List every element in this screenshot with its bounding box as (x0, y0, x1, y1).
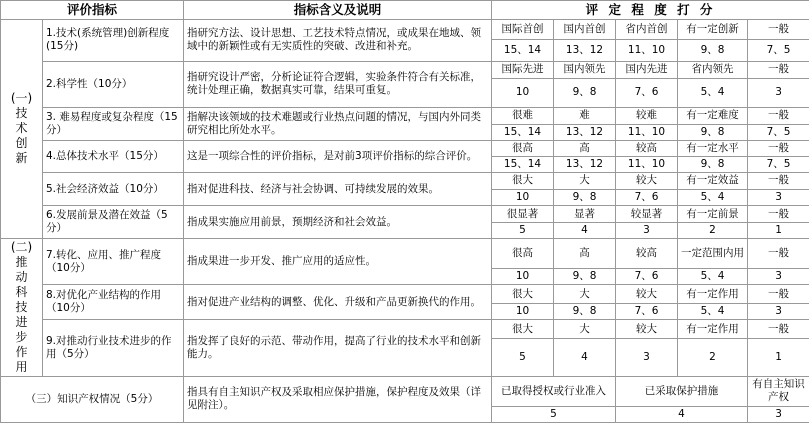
score-cell: 3 (748, 304, 809, 320)
header-scoring: 评 定 程 度 打 分 (492, 1, 809, 20)
score-cell: 3 (616, 339, 678, 377)
indicator-name: 2.科学性（10分） (43, 61, 184, 107)
level-cell: 大 (554, 320, 616, 339)
score-cell: 9、8 (554, 304, 616, 320)
table-row (1, 320, 809, 339)
score-cell: 9、8 (554, 269, 616, 285)
indicator-name: 1.技术(系统管理)创新程度(15分) (43, 19, 184, 61)
indicator-description: 指解决该领域的技术难题或行业热点问题的情况，与国内外同类研究相比所处水平。 (184, 107, 492, 140)
level-cell: 很大 (492, 320, 554, 339)
category-name: 推动科技进步作用 (15, 255, 29, 375)
level-cell: 较显著 (616, 206, 678, 223)
indicator-description: 指对促进科技、经济与社会协调、可持续发展的效果。 (184, 173, 492, 206)
score-cell: 4 (554, 223, 616, 239)
score-cell: 3 (748, 78, 809, 107)
level-cell: 国内领先 (554, 61, 616, 78)
level-cell: 很难 (492, 107, 554, 124)
level-cell: 较高 (616, 239, 678, 269)
score-cell: 10 (492, 78, 554, 107)
header-indicator: 评价指标 (1, 1, 184, 20)
level-cell: 较高 (616, 140, 678, 156)
score-cell: 2 (678, 339, 748, 377)
score-cell: 2 (678, 223, 748, 239)
table-row (1, 107, 809, 124)
level-cell: 有一定作用 (678, 320, 748, 339)
level-cell: 有自主知识产权 (748, 377, 809, 406)
level-cell: 很大 (492, 285, 554, 304)
score-cell: 11、10 (616, 156, 678, 172)
level-cell: 大 (554, 173, 616, 190)
level-cell: 一般 (748, 320, 809, 339)
score-cell: 11、10 (616, 124, 678, 140)
level-cell: 已取得授权或行业准入 (492, 377, 616, 406)
score-cell: 10 (492, 190, 554, 206)
level-cell: 省内首创 (616, 19, 678, 39)
indicator-name: 5.社会经济效益（10分） (43, 173, 184, 206)
table-body (1, 1, 809, 423)
score-cell: 3 (616, 223, 678, 239)
indicator-name: 9.对推动行业技术进步的作用（5分） (43, 320, 184, 377)
level-cell: 一定范围内用 (678, 239, 748, 269)
level-cell: 一般 (748, 206, 809, 223)
level-cell: 有一定前景 (678, 206, 748, 223)
level-cell: 一般 (748, 285, 809, 304)
score-cell: 13、12 (554, 39, 616, 61)
table-row (1, 206, 809, 223)
table-row (1, 19, 809, 39)
score-cell: 5 (492, 339, 554, 377)
score-cell: 7、6 (616, 304, 678, 320)
score-cell: 9、8 (678, 39, 748, 61)
category-promotion (1, 239, 43, 377)
indicator-description: 指发挥了良好的示范、带动作用，提高了行业的技术水平和创新能力。 (184, 320, 492, 377)
table-row (1, 285, 809, 304)
indicator-description: 这是一项综合性的评价指标，是对前3项评价指标的综合评价。 (184, 140, 492, 172)
level-cell: 较大 (616, 285, 678, 304)
score-cell: 3 (748, 190, 809, 206)
level-cell: 大 (554, 285, 616, 304)
header-row (1, 1, 809, 20)
score-cell: 3 (748, 269, 809, 285)
level-cell: 很高 (492, 239, 554, 269)
indicator-name: 7.转化、应用、推广程度（10分） (43, 239, 184, 285)
level-cell: 已采取保护措施 (616, 377, 748, 406)
header-meaning: 指标含义及说明 (184, 1, 492, 20)
table-row (1, 239, 809, 269)
score-cell: 7、6 (616, 78, 678, 107)
indicator-name: 6.发展前景及潜在效益（5分） (43, 206, 184, 239)
score-cell: 9、8 (554, 78, 616, 107)
level-cell: 较难 (616, 107, 678, 124)
score-cell: 15、14 (492, 156, 554, 172)
level-cell: 难 (554, 107, 616, 124)
level-cell: 有一定创新 (678, 19, 748, 39)
level-cell: 有一定难度 (678, 107, 748, 124)
score-cell: 5 (492, 223, 554, 239)
level-cell: 很显著 (492, 206, 554, 223)
level-cell: 很高 (492, 140, 554, 156)
level-cell: 省内领先 (678, 61, 748, 78)
indicator-description: 指对促进产业结构的调整、优化、升级和产品更新换代的作用。 (184, 285, 492, 320)
indicator-description: 指成果进一步开发、推广应用的适应性。 (184, 239, 492, 285)
score-cell: 5、4 (678, 78, 748, 107)
table-row (1, 61, 809, 78)
level-cell: 一般 (748, 239, 809, 269)
level-cell: 国内首创 (554, 19, 616, 39)
level-cell: 国际先进 (492, 61, 554, 78)
category-innovation (1, 19, 43, 239)
score-cell: 5、4 (678, 190, 748, 206)
score-cell: 5、4 (678, 269, 748, 285)
level-cell: 高 (554, 239, 616, 269)
score-cell: 3 (748, 406, 809, 422)
score-cell: 4 (616, 406, 748, 422)
score-cell: 13、12 (554, 124, 616, 140)
level-cell: 很大 (492, 173, 554, 190)
level-cell: 一般 (748, 173, 809, 190)
score-cell: 7、6 (616, 190, 678, 206)
level-cell: 一般 (748, 19, 809, 39)
score-cell: 10 (492, 269, 554, 285)
ip-row (1, 377, 809, 406)
table-row (1, 140, 809, 156)
level-cell: 高 (554, 140, 616, 156)
category-number: (二) (4, 240, 39, 255)
score-cell: 9、8 (554, 190, 616, 206)
score-cell: 7、5 (748, 156, 809, 172)
level-cell: 一般 (748, 107, 809, 124)
score-cell: 1 (748, 223, 809, 239)
score-cell: 15、14 (492, 124, 554, 140)
indicator-description: 指研究设计严密，分析论证符合逻辑，实验条件符合有关标准，统计处理正确，数据真实可靠，结果可重复。 (184, 61, 492, 107)
level-cell: 较大 (616, 173, 678, 190)
ip-indicator: （三）知识产权情况（5分） (1, 377, 184, 422)
table-row (1, 173, 809, 190)
score-cell: 7、6 (616, 269, 678, 285)
score-cell: 10 (492, 304, 554, 320)
indicator-description: 指成果实施应用前景，预期经济和社会效益。 (184, 206, 492, 239)
indicator-description: 指研究方法、设计思想、工艺技术特点情况，或成果在地域、领域中的新颖性或有无实质性的突破、改进和补充。 (184, 19, 492, 61)
indicator-name: 8.对优化产业结构的作用（10分） (43, 285, 184, 320)
level-cell: 有一定作用 (678, 285, 748, 304)
score-cell: 5、4 (678, 304, 748, 320)
level-cell: 较大 (616, 320, 678, 339)
score-cell: 7、5 (748, 124, 809, 140)
score-cell: 15、14 (492, 39, 554, 61)
level-cell: 有一定效益 (678, 173, 748, 190)
level-cell: 一般 (748, 140, 809, 156)
level-cell: 显著 (554, 206, 616, 223)
indicator-name: 4.总体技术水平（15分） (43, 140, 184, 172)
category-number: (一) (4, 91, 39, 106)
level-cell: 国内先进 (616, 61, 678, 78)
level-cell: 国际首创 (492, 19, 554, 39)
score-cell: 9、8 (678, 124, 748, 140)
score-cell: 11、10 (616, 39, 678, 61)
score-cell: 1 (748, 339, 809, 377)
category-name: 技术创新 (15, 106, 29, 166)
score-cell: 7、5 (748, 39, 809, 61)
level-cell: 有一定水平 (678, 140, 748, 156)
score-cell: 5 (492, 406, 616, 422)
score-cell: 4 (554, 339, 616, 377)
score-cell: 9、8 (678, 156, 748, 172)
indicator-name: 3. 难易程度或复杂程度（15分） (43, 107, 184, 140)
ip-description: 指具有自主知识产权及采取相应保护措施，保护程度及效果（详见附注）。 (184, 377, 492, 422)
level-cell: 一般 (748, 61, 809, 78)
score-cell: 13、12 (554, 156, 616, 172)
